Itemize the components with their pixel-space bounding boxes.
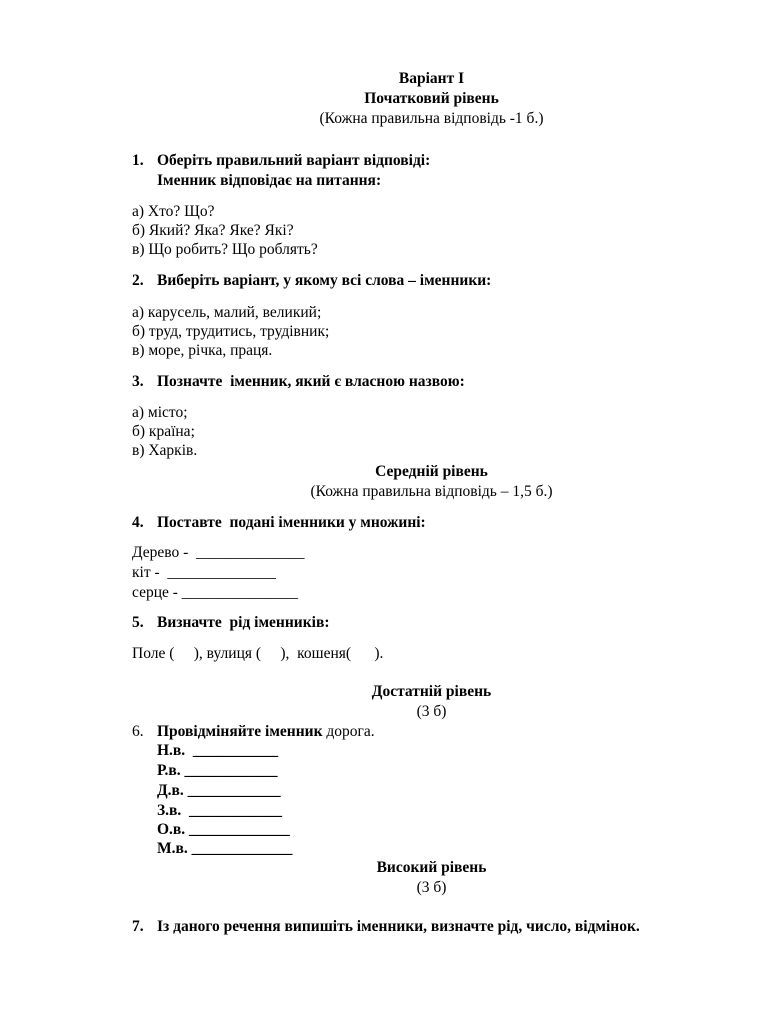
q7-number: 7. <box>132 918 144 935</box>
q6-case-accusative: З.в. ____________ <box>157 802 283 819</box>
q6-title-word: дорога. <box>322 723 375 740</box>
q3-option-c: в) Харків. <box>132 442 198 459</box>
q4-number: 4. <box>132 514 144 531</box>
q4-item-cat: кіт - ______________ <box>132 564 276 581</box>
level-initial-note: (Кожна правильна відповідь -1 б.) <box>319 110 544 127</box>
level-initial-title: Початковий рівень <box>364 90 499 107</box>
level-medium-note: (Кожна правильна відповідь – 1,5 б.) <box>310 483 553 500</box>
level-sufficient-title: Достатній рівень <box>371 683 492 700</box>
q2-option-b: б) труд, трудитись, трудівник; <box>132 323 330 340</box>
q1-subtitle: Іменник відповідає на питання: <box>157 172 382 189</box>
q4-item-heart: серце - _______________ <box>132 584 299 601</box>
q6-title-bold: Провідміняйте іменник <box>157 723 323 740</box>
level-medium-title: Середній рівень <box>375 463 488 480</box>
q6-number: 6. <box>132 723 144 740</box>
q7-title: Із даного речення випишіть іменники, визначте рід, число, відмінок. <box>157 918 640 935</box>
level-sufficient-points: (3 б) <box>416 703 447 720</box>
q3-title: Позначте іменник, який є власною назвою: <box>157 373 465 390</box>
q2-option-c: в) море, річка, праця. <box>132 342 273 359</box>
variant-title: Варіант I <box>398 70 465 87</box>
q4-item-tree: Дерево - ______________ <box>132 544 305 561</box>
q2-number: 2. <box>132 272 144 289</box>
q4-title: Поставте подані іменники у множині: <box>157 514 426 531</box>
q6-case-nominative: Н.в. ___________ <box>157 742 279 759</box>
q6-case-locative: М.в. _____________ <box>157 840 293 857</box>
q1-option-b: б) Який? Яка? Яке? Які? <box>132 222 294 239</box>
q5-number: 5. <box>132 614 144 631</box>
q2-option-a: а) карусель, малий, великий; <box>132 304 322 321</box>
level-high-points: (3 б) <box>416 879 447 896</box>
q6-case-dative: Д.в. ____________ <box>157 782 281 799</box>
q6-case-instrumental: О.в. _____________ <box>157 821 290 838</box>
q1-option-c: в) Що робить? Що роблять? <box>132 241 318 258</box>
level-high-title: Високий рівень <box>376 859 487 876</box>
q5-text: Поле ( ), вулиця ( ), кошеня( ). <box>132 645 384 662</box>
q2-title: Виберіть варіант, у якому всі слова – іменники: <box>157 272 492 289</box>
q6-case-genitive: Р.в. ____________ <box>157 762 278 779</box>
q5-title: Визначте рід іменників: <box>157 614 330 631</box>
q6-title <box>157 722 375 742</box>
q1-title: Оберіть правильний варіант відповіді: <box>157 152 431 169</box>
q3-number: 3. <box>132 373 144 390</box>
q3-option-a: а) місто; <box>132 404 188 421</box>
q1-number: 1. <box>132 152 144 169</box>
q1-option-a: а) Хто? Що? <box>132 203 215 220</box>
q3-option-b: б) країна; <box>132 423 195 440</box>
